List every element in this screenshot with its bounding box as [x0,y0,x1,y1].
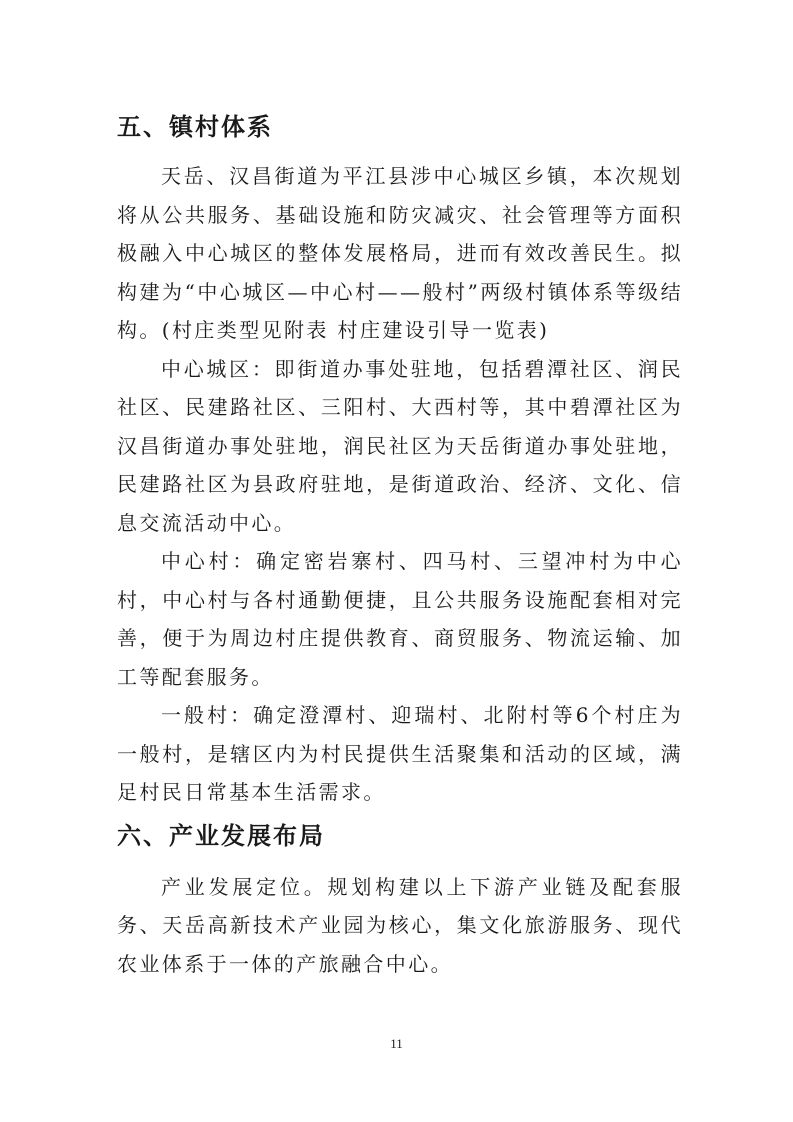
paragraph-industry-positioning: 产业发展定位。规划构建以上下游产业链及配套服务、天岳高新技术产业园为核心，集文化旅游服务、现代农业体系于一体的产旅融合中心。 [117,874,683,976]
section-heading-village-system: 五、镇村体系 [117,113,273,141]
page-content [117,103,683,983]
paragraph-central-village: 中心村：确定密岩寨村、四马村、三望冲村为中心村，中心村与各村通勤便捷，且公共服务设施配套相对完善，便于为周边村庄提供教育、商贸服务、物流运输、加工等配套服务。 [117,549,683,689]
section-heading-industry-layout: 六、产业发展布局 [117,821,325,850]
paragraph-overview: 天岳、汉昌街道为平江县涉中心城区乡镇，本次规划将从公共服务、基础设施和防灾减灾、社会管理等方面积极融入中心城区的整体发展格局，进而有效改善民生。拟构建为“中心城区—中心村——般村”两级村镇体系等级结构。(村庄类型见附表 村庄建设引导一览表) [117,164,683,342]
paragraph-central-urban-area: 中心城区：即街道办事处驻地，包括碧潭社区、润民社区、民建路社区、三阳村、大西村等，其中碧潭社区为汉昌街道办事处驻地，润民社区为天岳街道办事处驻地，民建路社区为县政府驻地，是街道政治、经济、文化、信息交流活动中心。 [117,356,683,535]
page-number: 11 [390,1036,403,1051]
paragraph-general-village: 一般村：确定澄潭村、迎瑞村、北附村等6个村庄为一般村，是辖区内为村民提供生活聚集和活动的区域，满足村民日常基本生活需求。 [117,703,683,804]
